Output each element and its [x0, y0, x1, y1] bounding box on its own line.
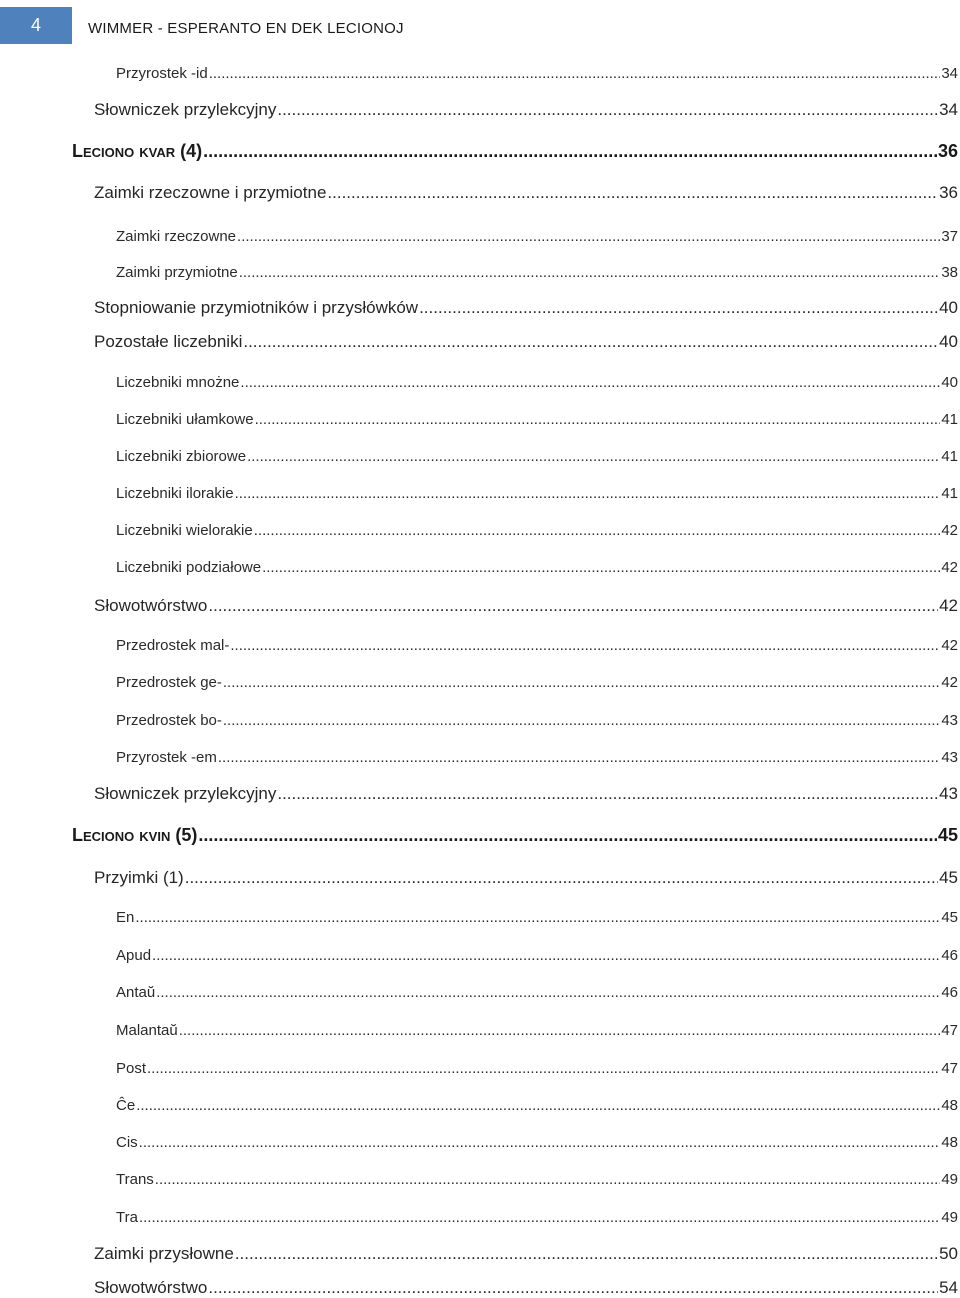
toc-entry-page-number: 34: [939, 100, 958, 119]
toc-entry-page-number: 41: [941, 411, 958, 428]
toc-entry-page-number: 37: [941, 228, 958, 245]
toc-entry[interactable]: [94, 782, 958, 804]
toc-entry-page-number: 47: [941, 1060, 958, 1077]
toc-dot-leader: [203, 141, 937, 162]
toc-entry-page-number: 49: [941, 1171, 958, 1188]
toc-entry[interactable]: [116, 223, 958, 245]
toc-entry-page-number: 40: [939, 332, 958, 351]
toc-entry-label: Stopniowanie przymiotników i przysłówków: [94, 298, 419, 317]
toc-entry-page-number: 42: [941, 522, 958, 539]
toc-entry[interactable]: [116, 942, 958, 964]
toc-entry-label: Liczebniki ilorakie: [116, 485, 234, 502]
toc-entry-page-number: 48: [941, 1134, 958, 1151]
toc-entry-label: Zaimki rzeczowne i przymiotne: [94, 183, 327, 202]
toc-entry-page-number: 43: [939, 784, 958, 803]
toc-dot-leader: [243, 332, 938, 352]
toc-entry[interactable]: [94, 330, 958, 352]
toc-entry-label: Przedrostek ge-: [116, 674, 222, 691]
toc-entry[interactable]: [116, 1055, 958, 1077]
toc-dot-leader: [139, 1134, 941, 1151]
toc-entry[interactable]: [116, 369, 958, 391]
toc-entry-label: Apud: [116, 947, 152, 964]
toc-entry[interactable]: [116, 1204, 958, 1226]
toc-entry-page-number: 40: [941, 374, 958, 391]
toc-entry-label: Przyimki (1): [94, 868, 184, 887]
toc-dot-leader: [198, 825, 937, 846]
toc-dot-leader: [155, 1171, 941, 1188]
toc-dot-leader: [218, 749, 940, 766]
toc-dot-leader: [240, 374, 940, 391]
toc-dot-leader: [223, 674, 940, 691]
toc-dot-leader: [419, 298, 938, 318]
toc-entry-page-number: 45: [939, 868, 958, 887]
toc-dot-leader: [135, 909, 940, 926]
toc-entry-page-number: 42: [941, 674, 958, 691]
toc-dot-leader: [277, 100, 938, 120]
toc-entry-label: Liczebniki ułamkowe: [116, 411, 254, 428]
toc-entry-label: Leciono kvin (5): [72, 825, 198, 845]
toc-dot-leader: [237, 228, 940, 245]
toc-dot-leader: [262, 559, 940, 576]
toc-entry-page-number: 54: [939, 1278, 958, 1297]
toc-entry-label: Malantaŭ: [116, 1022, 178, 1039]
toc-entry-page-number: 41: [941, 448, 958, 465]
toc-dot-leader: [223, 712, 940, 729]
toc-dot-leader: [139, 1209, 940, 1226]
toc-dot-leader: [235, 1244, 938, 1264]
toc-entry-page-number: 42: [939, 596, 958, 615]
toc-entry-page-number: 48: [941, 1097, 958, 1114]
toc-entry[interactable]: [116, 1017, 958, 1039]
toc-entry-page-number: 47: [941, 1022, 958, 1039]
toc-entry[interactable]: [116, 554, 958, 576]
toc-entry-label: Przedrostek mal-: [116, 637, 230, 654]
toc-dot-leader: [254, 522, 941, 539]
toc-dot-leader: [327, 183, 938, 203]
toc-entry[interactable]: [116, 669, 958, 691]
toc-dot-leader: [208, 1278, 938, 1298]
toc-entry-label: Przedrostek bo-: [116, 712, 222, 729]
toc-entry-label: Liczebniki wielorakie: [116, 522, 253, 539]
toc-entry-label: Słowniczek przylekcyjny: [94, 784, 277, 803]
toc-entry-label: Przyrostek -id: [116, 65, 208, 82]
toc-entry-page-number: 41: [941, 485, 958, 502]
toc-entry-label: Zaimki przysłowne: [94, 1244, 234, 1263]
toc-entry-label: Pozostałe liczebniki: [94, 332, 243, 351]
toc-dot-leader: [179, 1022, 941, 1039]
toc-entry[interactable]: [116, 1092, 958, 1114]
toc-entry-label: Tra: [116, 1209, 138, 1226]
toc-dot-leader: [277, 784, 938, 804]
toc-entry-label: Trans: [116, 1171, 154, 1188]
toc-entry[interactable]: [116, 406, 958, 428]
toc-entry[interactable]: [94, 181, 958, 203]
toc-entry-label: Słowotwórstwo: [94, 596, 208, 615]
toc-entry-page-number: 43: [941, 712, 958, 729]
toc-entry[interactable]: [94, 594, 958, 616]
toc-dot-leader: [230, 637, 940, 654]
toc-entry-page-number: 42: [941, 559, 958, 576]
toc-entry[interactable]: [116, 443, 958, 465]
toc-entry-page-number: 34: [941, 65, 958, 82]
toc-entry[interactable]: [72, 824, 958, 846]
toc-dot-leader: [147, 1060, 940, 1077]
toc-entry[interactable]: [116, 60, 958, 82]
toc-entry[interactable]: [94, 98, 958, 120]
toc-entry-label: Liczebniki mnożne: [116, 374, 240, 391]
toc-dot-leader: [156, 984, 940, 1001]
toc-entry-page-number: 42: [941, 637, 958, 654]
toc-entry-label: Słowniczek przylekcyjny: [94, 100, 277, 119]
toc-dot-leader: [239, 264, 941, 281]
toc-entry[interactable]: [72, 140, 958, 162]
toc-entry[interactable]: [116, 979, 958, 1001]
toc-entry[interactable]: [116, 707, 958, 729]
toc-entry[interactable]: [116, 1166, 958, 1188]
toc-entry[interactable]: [94, 296, 958, 318]
toc-entry-label: Ĉe: [116, 1097, 136, 1114]
toc-entry-page-number: 36: [937, 141, 958, 161]
toc-entry[interactable]: [116, 1129, 958, 1151]
toc-entry-label: Leciono kvar (4): [72, 141, 203, 161]
toc-entry-label: Przyrostek -em: [116, 749, 217, 766]
toc-dot-leader: [152, 947, 940, 964]
toc-entry[interactable]: [116, 744, 958, 766]
toc-entry[interactable]: [94, 1242, 958, 1264]
toc-entry-label: Słowotwórstwo: [94, 1278, 208, 1297]
page-number-badge: 4: [0, 7, 72, 44]
toc-entry[interactable]: [116, 632, 958, 654]
toc-entry-label: En: [116, 909, 135, 926]
toc-entry[interactable]: [116, 480, 958, 502]
toc-entry[interactable]: [94, 866, 958, 888]
toc-dot-leader: [136, 1097, 940, 1114]
toc-entry-label: Zaimki rzeczowne: [116, 228, 237, 245]
toc-entry[interactable]: [116, 259, 958, 281]
toc-entry-page-number: 36: [939, 183, 958, 202]
toc-entry-page-number: 46: [941, 947, 958, 964]
toc-entry-page-number: 49: [941, 1209, 958, 1226]
toc-entry-label: Antaŭ: [116, 984, 156, 1001]
toc-dot-leader: [209, 65, 941, 82]
toc-entry-page-number: 45: [937, 825, 958, 845]
toc-entry-page-number: 40: [939, 298, 958, 317]
toc-entry-label: Post: [116, 1060, 147, 1077]
toc-dot-leader: [185, 868, 938, 888]
toc-dot-leader: [255, 411, 941, 428]
running-header-title: WIMMER - ESPERANTO EN DEK LECIONOJ: [88, 20, 404, 37]
toc-entry-label: Cis: [116, 1134, 138, 1151]
toc-entry-page-number: 50: [939, 1244, 958, 1263]
toc-entry[interactable]: [116, 904, 958, 926]
toc-dot-leader: [208, 596, 938, 616]
toc-entry-page-number: 45: [941, 909, 958, 926]
toc-entry[interactable]: [116, 517, 958, 539]
toc-entry-label: Liczebniki zbiorowe: [116, 448, 247, 465]
toc-dot-leader: [235, 485, 941, 502]
toc-entry-page-number: 43: [941, 749, 958, 766]
toc-entry-label: Zaimki przymiotne: [116, 264, 238, 281]
toc-dot-leader: [247, 448, 940, 465]
toc-entry-page-number: 46: [941, 984, 958, 1001]
toc-entry-page-number: 38: [941, 264, 958, 281]
toc-entry-label: Liczebniki podziałowe: [116, 559, 262, 576]
